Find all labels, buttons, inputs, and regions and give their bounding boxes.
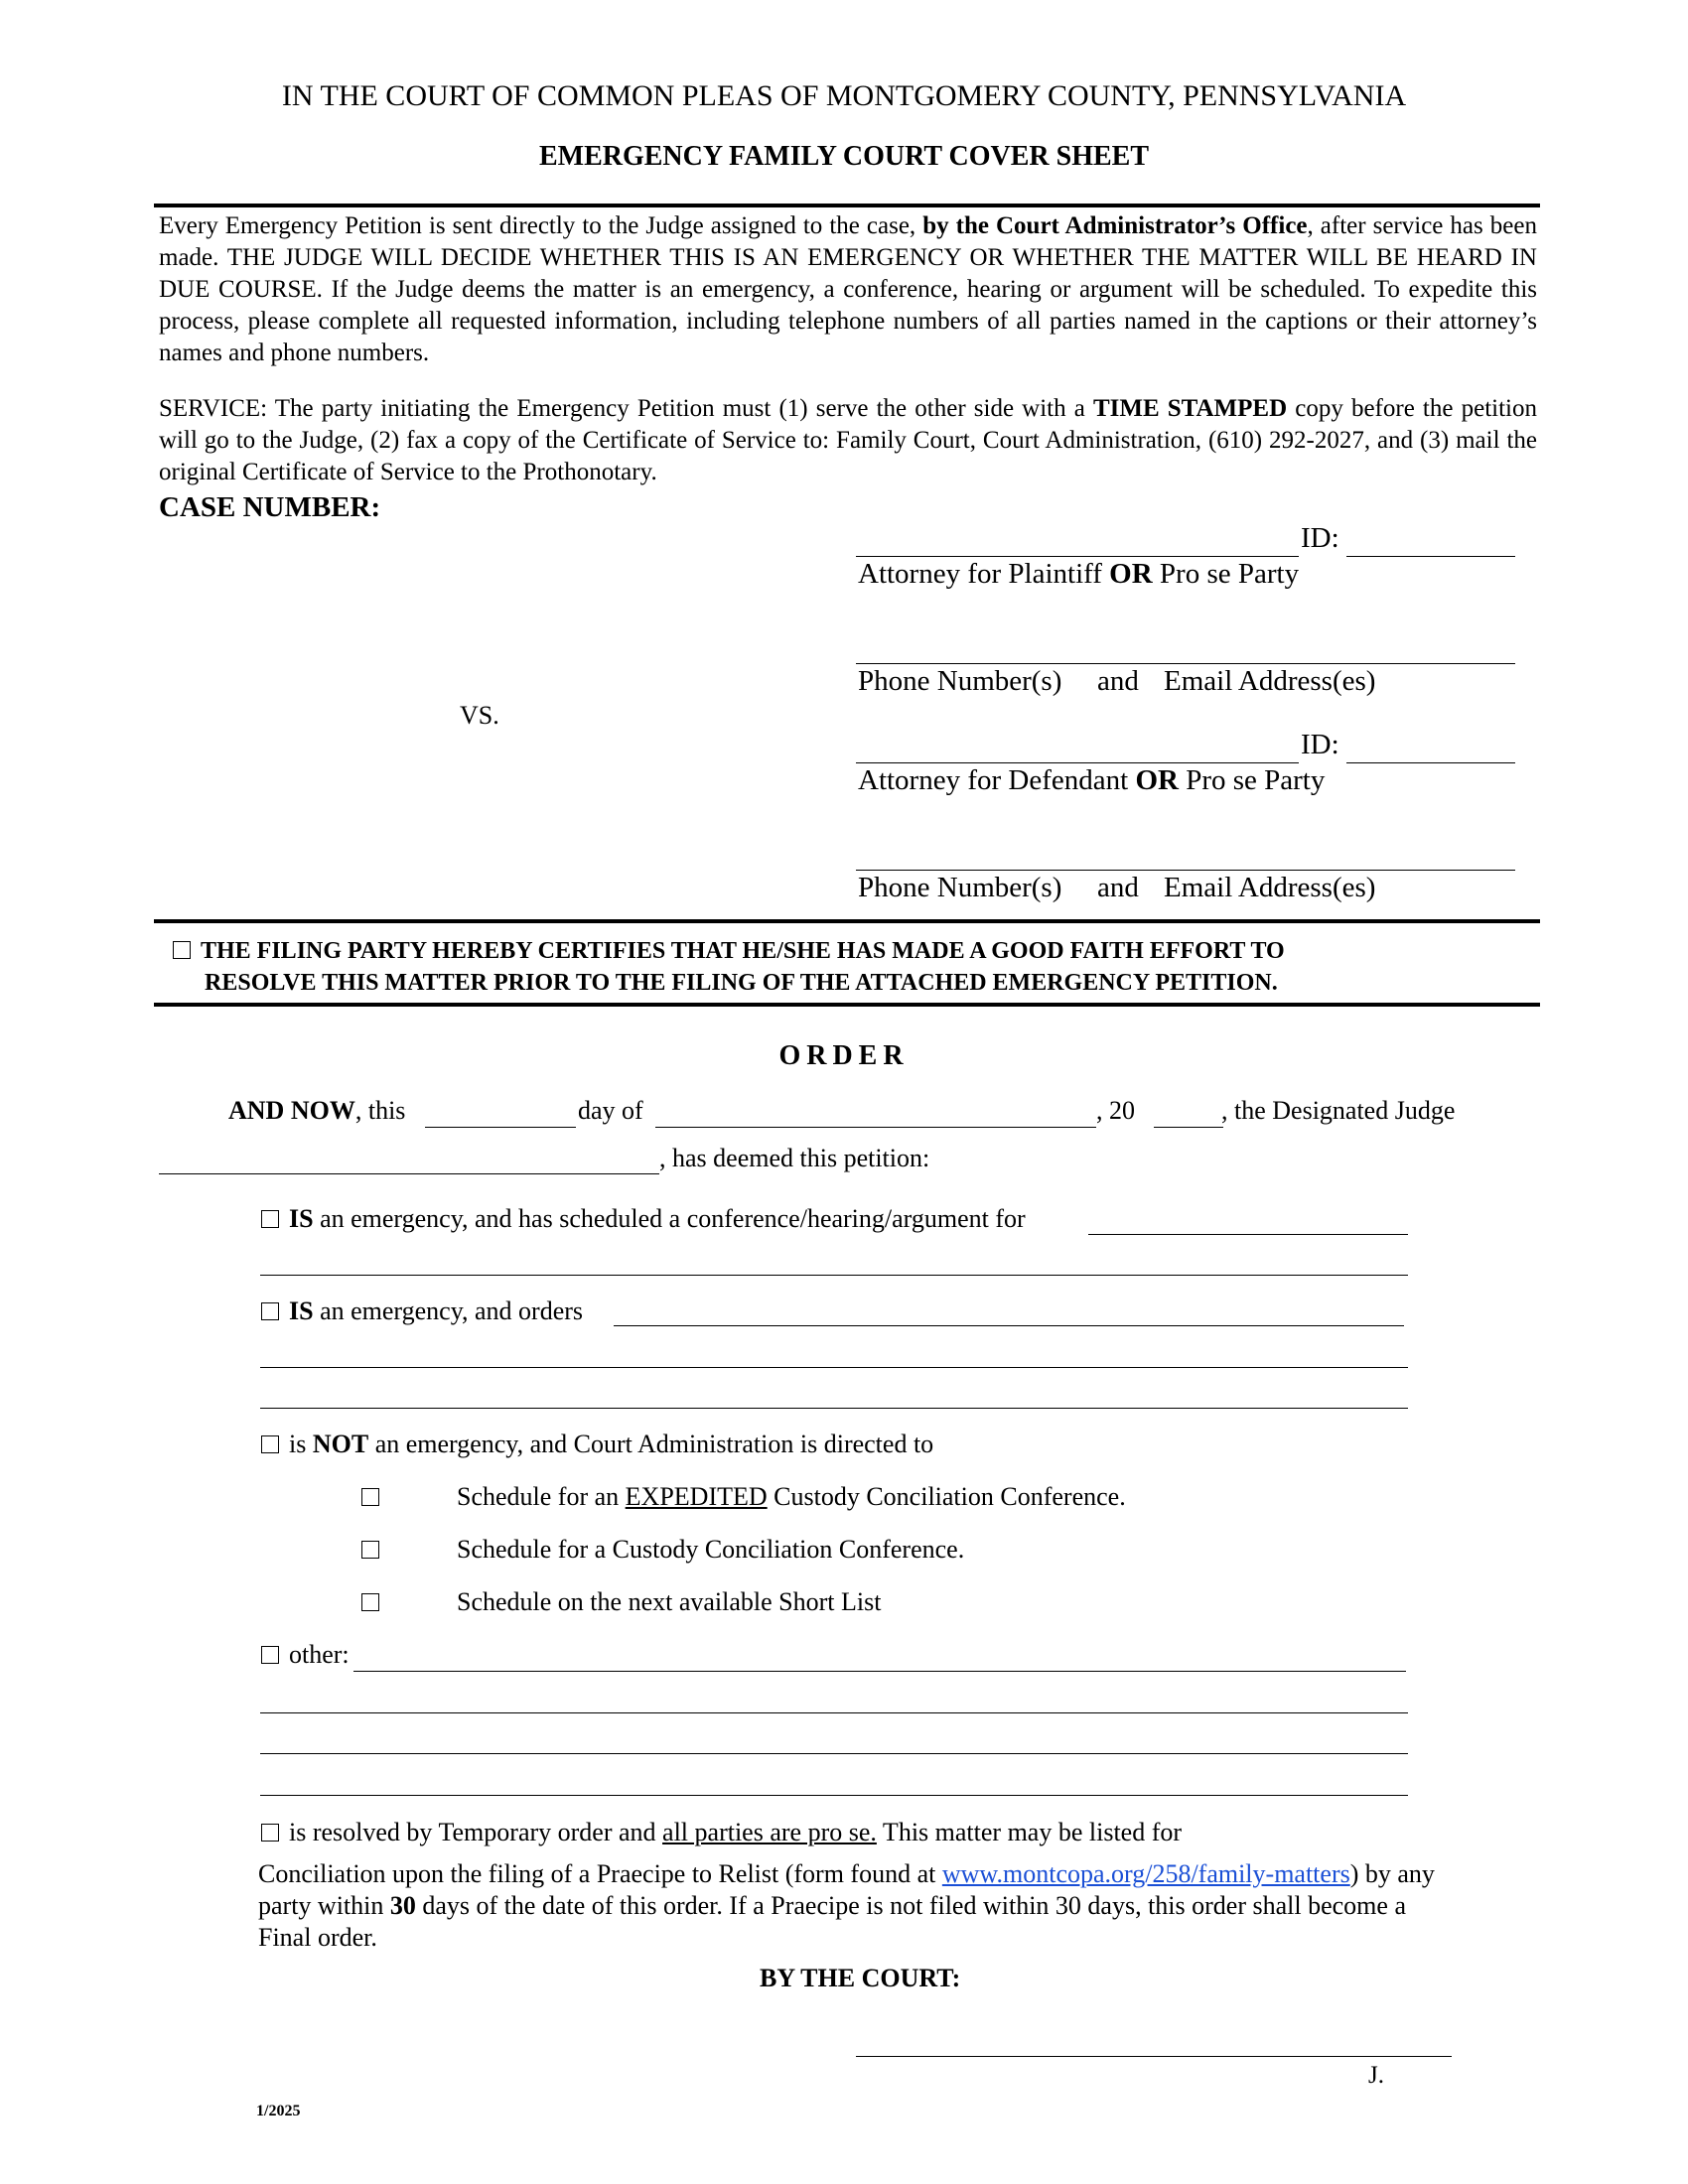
order-title: ORDER bbox=[778, 1040, 910, 1071]
day-line[interactable] bbox=[425, 1127, 576, 1128]
other-checkbox[interactable] bbox=[261, 1646, 279, 1664]
option-not-emergency: is NOT an emergency, and Court Administration is directed to bbox=[261, 1430, 933, 1459]
versus-label: VS. bbox=[460, 701, 499, 730]
plaintiff-id-line[interactable] bbox=[1346, 556, 1515, 557]
defendant-id-line[interactable] bbox=[1346, 762, 1515, 763]
plaintiff-email-label: Email Address(es) bbox=[1164, 665, 1376, 697]
resolved-checkbox[interactable] bbox=[261, 1824, 279, 1842]
deemed-label: , has deemed this petition: bbox=[659, 1144, 930, 1172]
defendant-contact-line[interactable] bbox=[856, 870, 1515, 871]
cover-sheet-title: EMERGENCY FAMILY COURT COVER SHEET bbox=[538, 141, 1150, 172]
judge-suffix: J. bbox=[1368, 2062, 1384, 2089]
other-line[interactable] bbox=[353, 1671, 1406, 1672]
family-matters-link[interactable]: www.montcopa.org/258/family-matters bbox=[941, 1859, 1350, 1888]
defendant-attorney-label: Attorney for Defendant OR Pro se Party bbox=[858, 764, 1326, 796]
and-now-label: AND NOW, this bbox=[228, 1096, 406, 1125]
option-resolved: is resolved by Temporary order and all parties are pro se. This matter may be listed for bbox=[261, 1818, 1182, 1847]
option-is-emergency-scheduled: IS an emergency, and has scheduled a conference/hearing/argument for bbox=[261, 1204, 1026, 1234]
service-paragraph: SERVICE: The party initiating the Emergency Petition must (1) serve the other side with a TIME STAMPED copy before the petition will go to the Judge, (2) fax a copy of the Certificate of Service to: Family Court, Court Administration, (610) 292-2027, and (3) mail the original Certificate of Service to the Prothonotary. bbox=[159, 395, 1537, 485]
plaintiff-attorney-label: Attorney for Plaintiff OR Pro se Party bbox=[858, 558, 1300, 590]
case-number-label: CASE NUMBER: bbox=[159, 491, 381, 523]
expedited-conciliation-option bbox=[361, 1482, 389, 1512]
designated-judge-label: , the Designated Judge bbox=[1221, 1096, 1456, 1125]
conciliation-text: Conciliation upon the filing of a Praecipe to Relist (form found at www.montcopa.org/258/family-matters) by any bbox=[258, 1859, 1435, 1888]
plaintiff-phone-label: Phone Number(s) bbox=[858, 665, 1062, 697]
other-line-4[interactable] bbox=[260, 1795, 1408, 1796]
court-heading: IN THE COURT OF COMMON PLEAS OF MONTGOMERY COUNTY, PENNSYLVANIA bbox=[281, 79, 1407, 112]
top-rule bbox=[154, 204, 1540, 207]
praecipe-deadline-text: party within 30 days of the date of this order. If a Praecipe is not filed within 30 days, this order shall become a bbox=[258, 1891, 1406, 1920]
orders-line[interactable] bbox=[614, 1325, 1404, 1326]
scheduled-for-line-2[interactable] bbox=[260, 1275, 1408, 1276]
short-list-label: Schedule on the next available Short List bbox=[457, 1587, 882, 1616]
certification-bottom-rule bbox=[154, 1003, 1540, 1007]
revision-date: 1/2025 bbox=[256, 2103, 301, 2119]
custody-conciliation-checkbox[interactable] bbox=[361, 1541, 379, 1559]
plaintiff-contact-line[interactable] bbox=[856, 663, 1515, 664]
is-emergency-orders-checkbox[interactable] bbox=[261, 1302, 279, 1320]
is-emergency-scheduled-checkbox[interactable] bbox=[261, 1210, 279, 1228]
expedited-conciliation-label: Schedule for an EXPEDITED Custody Conciliation Conference. bbox=[457, 1482, 1126, 1511]
not-emergency-checkbox[interactable] bbox=[261, 1435, 279, 1453]
custody-conciliation-option bbox=[361, 1535, 389, 1565]
short-list-checkbox[interactable] bbox=[361, 1593, 379, 1611]
orders-line-2[interactable] bbox=[260, 1367, 1408, 1368]
orders-line-3[interactable] bbox=[260, 1408, 1408, 1409]
other-line-3[interactable] bbox=[260, 1753, 1408, 1754]
plaintiff-id-label: ID: bbox=[1301, 522, 1339, 554]
plaintiff-attorney-line[interactable] bbox=[856, 556, 1299, 557]
by-the-court-label: BY THE COURT: bbox=[760, 1964, 961, 1992]
year-prefix-label: , 20 bbox=[1096, 1096, 1135, 1125]
defendant-attorney-line[interactable] bbox=[856, 762, 1299, 763]
judge-name-line[interactable] bbox=[159, 1173, 659, 1174]
month-line[interactable] bbox=[655, 1127, 1096, 1128]
good-faith-certification: THE FILING PARTY HEREBY CERTIFIES THAT HE/SHE HAS MADE A GOOD FAITH EFFORT TO RESOLVE THIS MATTER PRIOR TO THE FILING OF THE ATTACHED EMERGENCY PETITION. bbox=[159, 935, 1539, 999]
final-order-text: Final order. bbox=[258, 1923, 377, 1952]
intro-paragraph: Every Emergency Petition is sent directly to the Judge assigned to the case, by the Court Administrator’s Office, after service has been made. THE JUDGE WILL DECIDE WHETHER THIS IS AN EMERGENCY OR WHETHER THE MATTER WILL BE HEARD IN DUE COURSE. If the Judge deems the matter is an emergency, a conference, hearing or argument will be scheduled. To expedite this process, please complete all requested information, including telephone numbers of all parties named in the captions or their attorney’s names and phone numbers. bbox=[159, 212, 1537, 366]
scheduled-for-line[interactable] bbox=[1088, 1234, 1408, 1235]
defendant-email-label: Email Address(es) bbox=[1164, 872, 1376, 903]
custody-conciliation-label: Schedule for a Custody Conciliation Conference. bbox=[457, 1535, 965, 1564]
day-of-label: day of bbox=[578, 1096, 643, 1125]
option-is-emergency-orders: IS an emergency, and orders bbox=[261, 1297, 583, 1326]
defendant-phone-label: Phone Number(s) bbox=[858, 872, 1062, 903]
short-list-option bbox=[361, 1587, 389, 1617]
year-line[interactable] bbox=[1154, 1127, 1223, 1128]
defendant-id-label: ID: bbox=[1301, 729, 1339, 760]
certification-top-rule bbox=[154, 919, 1540, 923]
option-other: other: bbox=[261, 1640, 350, 1670]
certification-checkbox[interactable] bbox=[173, 941, 191, 959]
plaintiff-and-label: and bbox=[1097, 665, 1139, 697]
judge-signature-line[interactable] bbox=[856, 2056, 1452, 2057]
defendant-and-label: and bbox=[1097, 872, 1139, 903]
other-line-2[interactable] bbox=[260, 1712, 1408, 1713]
expedited-conciliation-checkbox[interactable] bbox=[361, 1488, 379, 1506]
